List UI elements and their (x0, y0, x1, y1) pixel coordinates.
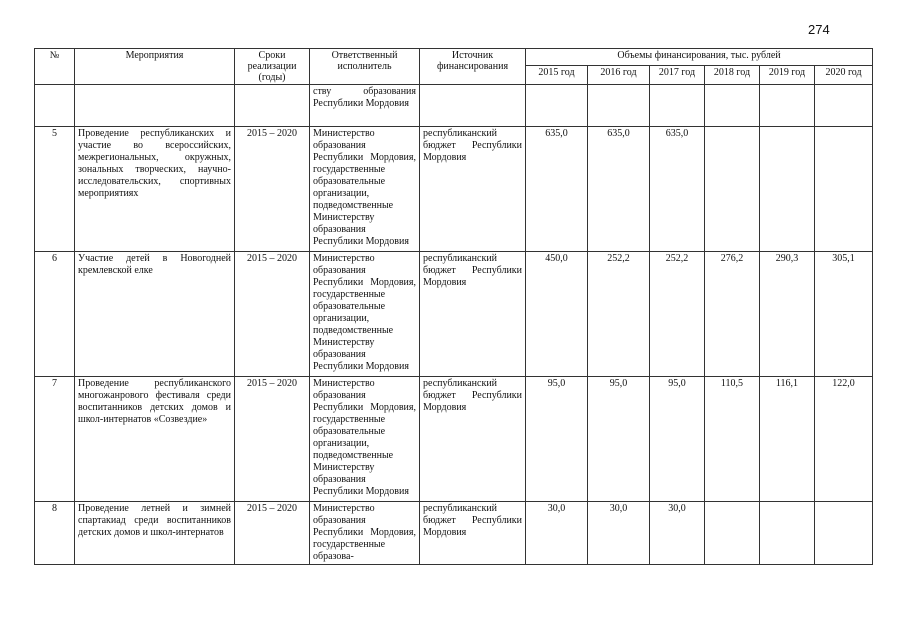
row-value (760, 502, 815, 565)
row-value (705, 502, 760, 565)
row-value: 95,0 (526, 377, 588, 502)
row-period: 2015 – 2020 (235, 502, 310, 565)
header-funding-group: Объемы финансирования, тыс. рублей (526, 49, 873, 66)
row-value: 30,0 (650, 502, 705, 565)
row-value: 635,0 (588, 127, 650, 252)
row-value (705, 85, 760, 127)
row-responsible: Министерство образования Республики Мордовия, государственные образова- (310, 502, 420, 565)
row-event (75, 85, 235, 127)
header-no: № (35, 49, 75, 85)
row-value: 252,2 (650, 252, 705, 377)
row-value (588, 85, 650, 127)
row-number: 7 (35, 377, 75, 502)
header-year: 2018 год (705, 66, 760, 85)
table-row (35, 252, 873, 377)
header-year: 2019 год (760, 66, 815, 85)
header-event: Мероприятия (75, 49, 235, 85)
row-value (815, 127, 873, 252)
row-value: 305,1 (815, 252, 873, 377)
row-value: 116,1 (760, 377, 815, 502)
row-source: республиканский бюджет Республики Мордовия (420, 127, 526, 252)
row-responsible: Министерство образования Республики Мордовия, государственные образовательные организации, подведомственные Министерству образования Республики Мордовия (310, 377, 420, 502)
table-row (35, 377, 873, 502)
row-event: Проведение республиканских и участие во всероссийских, межрегиональных, окружных, зональных творческих, научно-исследовательских, спортивных мероприятиях (75, 127, 235, 252)
row-value: 252,2 (588, 252, 650, 377)
row-period: 2015 – 2020 (235, 127, 310, 252)
row-value (650, 85, 705, 127)
row-value: 30,0 (526, 502, 588, 565)
header-year: 2020 год (815, 66, 873, 85)
row-value (815, 502, 873, 565)
row-value: 635,0 (650, 127, 705, 252)
table-row (35, 85, 873, 127)
row-period: 2015 – 2020 (235, 377, 310, 502)
row-value: 122,0 (815, 377, 873, 502)
row-value: 276,2 (705, 252, 760, 377)
row-source: республиканский бюджет Республики Мордовия (420, 502, 526, 565)
row-value (760, 127, 815, 252)
page-number: 274 (808, 22, 830, 37)
header-period: Сроки реализации (годы) (235, 49, 310, 85)
row-number: 8 (35, 502, 75, 565)
header-responsible: Ответственный исполнитель (310, 49, 420, 85)
row-responsible: Министерство образования Республики Мордовия, государственные образовательные организации, подведомственные Министерству образования Республики Мордовия (310, 127, 420, 252)
row-source: республиканский бюджет Республики Мордовия (420, 377, 526, 502)
row-value: 635,0 (526, 127, 588, 252)
row-value (705, 127, 760, 252)
row-value (815, 85, 873, 127)
header-source: Источник финансирования (420, 49, 526, 85)
row-value: 450,0 (526, 252, 588, 377)
row-value: 30,0 (588, 502, 650, 565)
row-source (420, 85, 526, 127)
row-period: 2015 – 2020 (235, 252, 310, 377)
row-number: 6 (35, 252, 75, 377)
row-value (526, 85, 588, 127)
funding-table (34, 48, 873, 565)
row-value: 290,3 (760, 252, 815, 377)
row-event: Проведение летней и зимней спартакиад среди воспитанников детских домов и школ-интернатов (75, 502, 235, 565)
row-source: республиканский бюджет Республики Мордовия (420, 252, 526, 377)
row-period (235, 85, 310, 127)
header-year: 2017 год (650, 66, 705, 85)
table-row (35, 502, 873, 565)
row-value: 95,0 (650, 377, 705, 502)
row-value: 110,5 (705, 377, 760, 502)
header-year: 2016 год (588, 66, 650, 85)
row-responsible: ству образования Республики Мордовия (310, 85, 420, 127)
row-responsible: Министерство образования Республики Мордовия, государственные образовательные организации, подведомственные Министерству образования Республики Мордовия (310, 252, 420, 377)
row-value: 95,0 (588, 377, 650, 502)
row-event: Участие детей в Новогодней кремлевской елке (75, 252, 235, 377)
row-number (35, 85, 75, 127)
header-year: 2015 год (526, 66, 588, 85)
row-event: Проведение республиканского многожанрового фестиваля среди воспитанников детских домов и школ-интернатов «Созвездие» (75, 377, 235, 502)
row-value (760, 85, 815, 127)
row-number: 5 (35, 127, 75, 252)
table-row (35, 127, 873, 252)
